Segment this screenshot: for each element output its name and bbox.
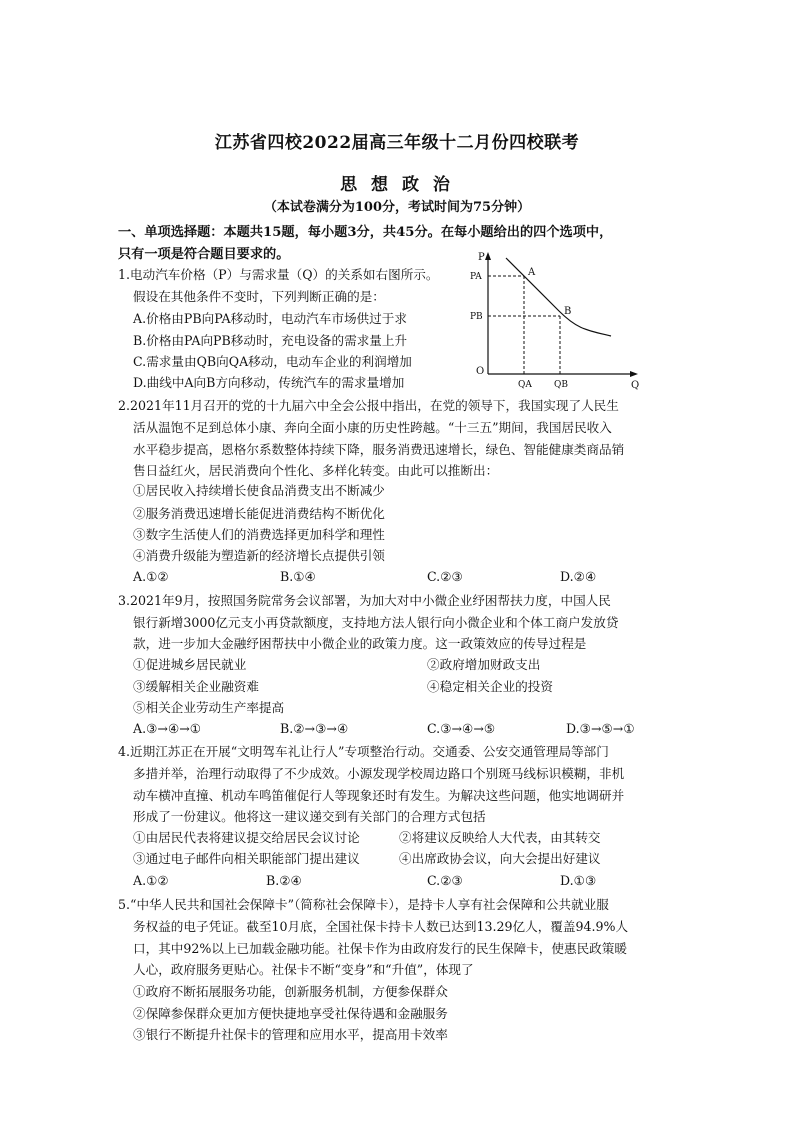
q2-statement-3: ③数字生活使人们的消费选择更加科学和理性 (133, 527, 385, 542)
origin-label: O (476, 366, 485, 377)
section-line-1: 一、单项选择题：本题共15题，每小题3分，共45分。在每小题给出的四个选项中， (118, 225, 613, 240)
q4-stem-3: 动车横冲直撞、机动车鸣笛催促行人等现象还时有发生。为解决这些问题，他实地调研并 (133, 788, 625, 803)
q3-stem-1: 3.2021年9月，按照国务院常务会议部署，为加大对中小微企业纾困帮扶力度，中国人民 (118, 593, 611, 608)
q1-stem-2: 假设在其他条件不变时，下列判断正确的是： (133, 289, 385, 304)
q5-statement-3: ③银行不断提升社保卡的管理和应用水平，提高用卡效率 (133, 1027, 448, 1042)
qb-label: QB (554, 380, 568, 390)
q1-stem-1: 1.电动汽车价格（P）与需求量（Q）的关系如右图所示。 (118, 267, 439, 282)
q2-statement-1: ①居民收入持续增长使食品消费支出不断减少 (133, 483, 385, 498)
q4-stem-2: 多措并举，治理行动取得了不少成效。小源发现学校周边路口个别斑马线标识模糊，非机 (133, 766, 625, 781)
q2-choice-b: B.①④ (280, 569, 316, 584)
q2-statement-2: ②服务消费迅速增长能促进消费结构不断优化 (133, 506, 385, 521)
q3-choice-c: C.③→④→⑤ (427, 721, 496, 736)
q4-statement-4: ④出席政协会议，向大会提出好建议 (399, 851, 601, 866)
q2-choice-c: C.②③ (427, 569, 463, 584)
q2-stem-4: 售日益红火，居民消费向个性化、多样化转变。由此可以推断出： (133, 463, 499, 478)
q4-choice-c: C.②③ (427, 873, 463, 888)
q3-statement-4: ④稳定相关企业的投资 (427, 679, 553, 694)
q4-statement-3: ③通过电子邮件向相关职能部门提出建议 (133, 851, 360, 866)
q2-stem-3: 水平稳步提高，恩格尔系数整体持续下降，服务消费迅速增长，绿色、智能健康类商品销 (133, 442, 625, 457)
q1-option-a: A.价格由PB向PA移动时，电动汽车市场供过于求 (133, 311, 407, 326)
exam-title: 江苏省四校2022届高三年级十二月份四校联考 (214, 133, 580, 153)
q4-choice-b: B.②④ (266, 873, 302, 888)
q3-stem-3: 款，进一步加大金融纾困帮扶中小微企业的政策力度。这一政策效应的传导过程是 (133, 636, 587, 651)
q1-option-c: C.需求量由QB向QA移动，电动车企业的利润增加 (133, 354, 412, 369)
p-label: P (478, 252, 485, 263)
qa-label: QA (518, 380, 532, 390)
q2-choice-a: A.①② (133, 569, 169, 584)
q-label: Q (631, 380, 640, 390)
q4-choice-a: A.①② (133, 873, 169, 888)
demand-curve (506, 258, 611, 336)
q3-statement-5: ⑤相关企业劳动生产率提高 (133, 700, 285, 715)
point-a-label: A (528, 267, 536, 278)
q4-choice-d: D.①③ (560, 873, 597, 888)
q2-stem-1: 2.2021年11月召开的党的十九届六中全会公报中指出，在党的领导下，我国实现了人民生 (118, 398, 619, 413)
q3-statement-3: ③缓解相关企业融资难 (133, 679, 259, 694)
q2-statement-4: ④消费升级能为塑造新的经济增长点提供引领 (133, 548, 385, 563)
q5-stem-1: 5.“中华人民共和国社会保障卡”（简称社会保障卡），是持卡人享有社会保障和公共就业服 (118, 897, 609, 912)
q3-choice-d: D.③→⑤→① (566, 721, 635, 736)
q3-choice-b: B.②→③→④ (280, 721, 349, 736)
q1-option-b: B.价格由PA向PB移动时，充电设备的需求量上升 (133, 333, 408, 348)
q4-stem-1: 4.近期江苏正在开展“文明驾车礼让行人”专项整治行动。交通委、公安交通管理局等部门 (118, 744, 609, 759)
q3-choice-a: A.③→④→① (133, 721, 202, 736)
q3-statement-2: ②政府增加财政支出 (427, 657, 541, 672)
q-axis-arrow (630, 371, 638, 377)
exam-note: （本试卷满分为100分，考试时间为75分钟） (263, 200, 531, 215)
demand-curve-graph (466, 248, 642, 390)
q4-statement-1: ①由居民代表将建议提交给居民会议讨论 (133, 830, 360, 845)
q1-option-d: D.曲线中A向B方向移动，传统汽车的需求量增加 (133, 375, 405, 390)
section-line-2: 只有一项是符合题目要求的。 (118, 247, 290, 262)
q5-stem-3: 口，其中92%以上已加载金融功能。社保卡作为由政府发行的民生保障卡，使惠民政策暖 (133, 941, 627, 956)
q5-stem-4: 人心，政府服务更贴心。社保卡不断“变身”和“升值”，体现了 (133, 962, 474, 977)
pb-label: PB (470, 312, 483, 322)
exam-subject: 思 想 政 治 (340, 175, 454, 195)
q5-statement-2: ②保障参保群众更加方便快捷地享受社保待遇和金融服务 (133, 1006, 448, 1021)
p-axis-arrow (485, 252, 491, 260)
q2-stem-2: 活从温饱不足到总体小康、奔向全面小康的历史性跨越。“十三五”期间，我国居民收入 (133, 420, 612, 435)
q3-statement-1: ①促进城乡居民就业 (133, 657, 247, 672)
pa-label: PA (470, 272, 482, 282)
q4-statement-2: ②将建议反映给人大代表，由其转交 (399, 830, 601, 845)
point-b-label: B (564, 306, 572, 317)
q5-statement-1: ①政府不断拓展服务功能，创新服务机制，方便参保群众 (133, 984, 448, 999)
q2-choice-d: D.②④ (560, 569, 597, 584)
q4-stem-4: 形成了一份建议。他将这一建议递交到有关部门的合理方式包括 (133, 809, 486, 824)
q3-stem-2: 银行新增3000亿元支小再贷款额度，支持地方法人银行向小微企业和个体工商户发放贷 (133, 615, 619, 630)
q5-stem-2: 务权益的电子凭证。截至10月底，全国社保卡持卡人数已达到13.29亿人，覆盖94.9%人 (133, 919, 629, 934)
